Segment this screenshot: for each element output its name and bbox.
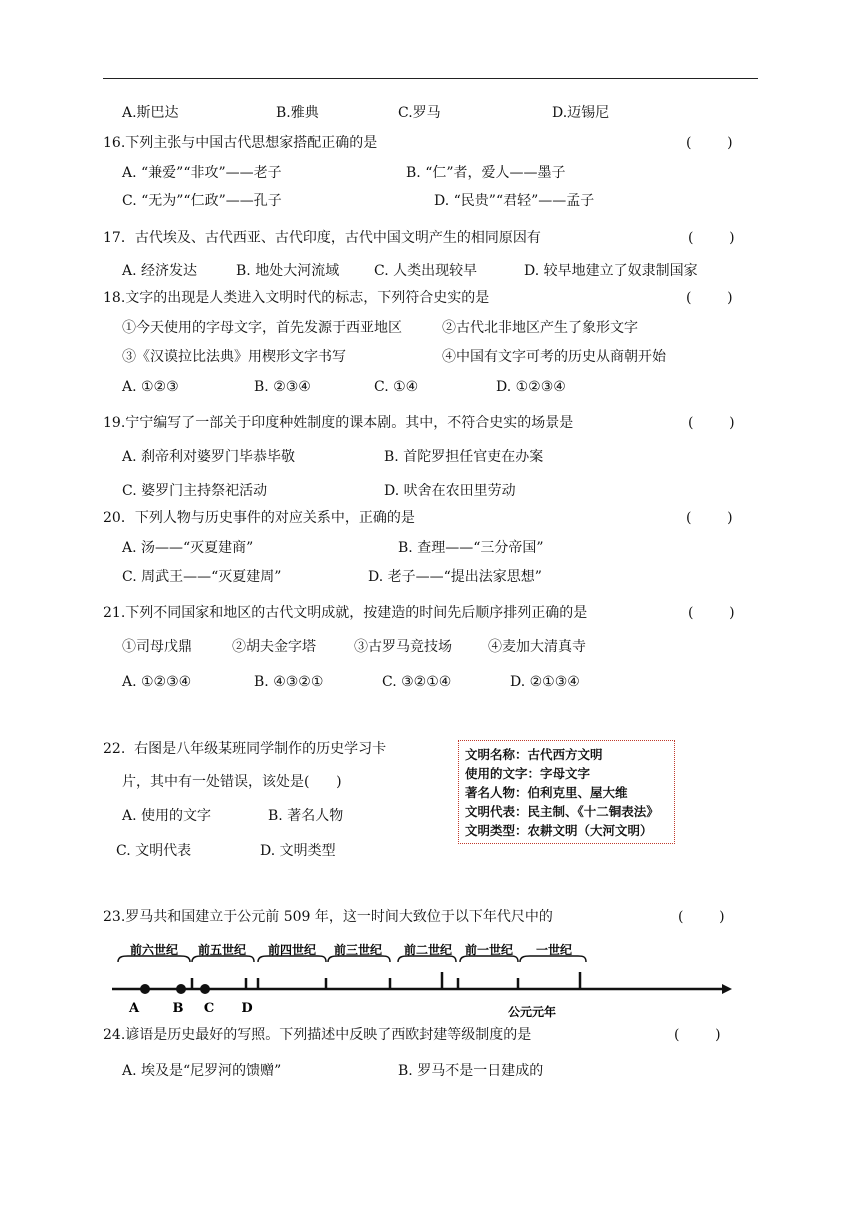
point-b-label[interactable]: B xyxy=(172,1001,184,1016)
q16-option-a[interactable]: A. “兼爱”“非攻”——老子 xyxy=(122,165,282,181)
q21-option-d[interactable]: D. ②①③④ xyxy=(510,674,580,690)
q18-answer-paren[interactable]: ( ) xyxy=(686,290,733,306)
century-label-7: 一世纪 xyxy=(535,943,573,957)
q22-stem-line1: 22. 右图是八年级某班同学制作的历史学习卡 xyxy=(103,741,387,757)
q19-stem: 19.宁宁编写了一部关于印度种姓制度的课本剧。其中，不符合史实的场景是 xyxy=(103,415,574,431)
century-label-6: 前一世纪 xyxy=(464,943,514,957)
century-label-4: 前三世纪 xyxy=(333,943,383,957)
q15-option-b[interactable]: B.雅典 xyxy=(276,105,319,121)
q21-option-a[interactable]: A. ①②③④ xyxy=(122,674,192,690)
q15-option-a[interactable]: A.斯巴达 xyxy=(122,105,179,121)
q22-option-b[interactable]: B. 著名人物 xyxy=(268,808,344,824)
q17-option-b[interactable]: B. 地处大河流域 xyxy=(236,263,340,279)
q17-option-d[interactable]: D. 较早地建立了奴隶制国家 xyxy=(524,263,698,279)
q18-option-d[interactable]: D. ①②③④ xyxy=(496,379,566,395)
q19-answer-paren[interactable]: ( ) xyxy=(688,415,735,431)
card-line-script: 使用的文字：字母文字 xyxy=(465,766,591,781)
timeline-arrow xyxy=(722,984,732,994)
q23-answer-paren[interactable]: ( ) xyxy=(678,909,725,925)
q18-item-3: ③《汉谟拉比法典》用楔形文字书写 xyxy=(122,349,346,365)
point-d-label[interactable]: D xyxy=(241,1001,253,1016)
q18-option-a[interactable]: A. ①②③ xyxy=(122,379,179,395)
q20-option-a[interactable]: A. 汤——“灭夏建商” xyxy=(122,540,254,556)
q21-option-c[interactable]: C. ③②①④ xyxy=(382,674,452,690)
origin-label: 公元元年 xyxy=(507,1005,557,1019)
q20-stem: 20．下列人物与历史事件的对应关系中，正确的是 xyxy=(103,510,415,526)
card-line-type: 文明类型：农耕文明（大河文明） xyxy=(465,823,653,838)
q22-option-a[interactable]: A. 使用的文字 xyxy=(122,808,212,824)
q20-option-d[interactable]: D. 老子——“提出法家思想” xyxy=(368,569,542,585)
century-label-1: 前六世纪 xyxy=(129,943,179,957)
point-a-dot[interactable] xyxy=(140,984,150,994)
century-label-3: 前四世纪 xyxy=(267,943,317,957)
q17-answer-paren[interactable]: ( ) xyxy=(688,230,735,246)
q16-option-c[interactable]: C. “无为”“仁政”——孔子 xyxy=(122,193,282,209)
q19-option-c[interactable]: C. 婆罗门主持祭祀活动 xyxy=(122,483,268,499)
q16-answer-paren[interactable]: ( ) xyxy=(686,135,733,151)
q15-option-c[interactable]: C.罗马 xyxy=(398,105,441,121)
q22-option-c[interactable]: C. 文明代表 xyxy=(116,843,192,859)
century-label-5: 前二世纪 xyxy=(403,943,453,957)
q16-option-d[interactable]: D. “民贵”“君轻”——孟子 xyxy=(434,193,595,209)
q20-option-c[interactable]: C. 周武王——“灭夏建周” xyxy=(122,569,282,585)
q21-option-b[interactable]: B. ④③②① xyxy=(254,674,324,690)
q19-option-d[interactable]: D. 吠舍在农田里劳动 xyxy=(384,483,516,499)
header-rule xyxy=(103,78,758,79)
q15-option-d[interactable]: D.迈锡尼 xyxy=(552,105,610,121)
q18-stem: 18.文字的出现是人类进入文明时代的标志，下列符合史实的是 xyxy=(103,290,490,306)
q20-answer-paren[interactable]: ( ) xyxy=(686,510,733,526)
q22-stem-line2[interactable]: 片，其中有一处错误，该处是( ) xyxy=(122,774,342,790)
q21-item-1: ①司母戊鼎 xyxy=(122,639,192,655)
q17-option-a[interactable]: A. 经济发达 xyxy=(122,263,198,279)
q18-option-b[interactable]: B. ②③④ xyxy=(254,379,311,395)
q21-item-4: ④麦加大清真寺 xyxy=(488,639,586,655)
point-c-dot[interactable] xyxy=(200,984,210,994)
q21-answer-paren[interactable]: ( ) xyxy=(688,605,735,621)
q17-stem: 17．古代埃及、古代西亚、古代印度，古代中国文明产生的相同原因有 xyxy=(103,230,541,246)
history-study-card xyxy=(458,740,675,844)
q21-item-3: ③古罗马竞技场 xyxy=(354,639,452,655)
card-line-representative: 文明代表：民主制、《十二铜表法》 xyxy=(465,804,659,819)
century-label-2: 前五世纪 xyxy=(197,943,247,957)
q24-option-a[interactable]: A. 埃及是“尼罗河的馈赠” xyxy=(122,1063,282,1079)
q19-option-a[interactable]: A. 刹帝利对婆罗门毕恭毕敬 xyxy=(122,449,296,465)
q16-stem: 16.下列主张与中国古代思想家搭配正确的是 xyxy=(103,135,378,151)
q16-option-b[interactable]: B. “仁”者，爱人——墨子 xyxy=(406,165,566,181)
card-line-name: 文明名称：古代西方文明 xyxy=(465,747,603,762)
timeline-ruler xyxy=(0,942,860,1022)
q23-stem: 23.罗马共和国建立于公元前 509 年，这一时间大致位于以下年代尺中的 xyxy=(103,909,553,925)
card-line-figures: 著名人物：伯利克里、屋大维 xyxy=(465,785,628,800)
q21-stem: 21.下列不同国家和地区的古代文明成就，按建造的时间先后顺序排列正确的是 xyxy=(103,605,588,621)
q18-option-c[interactable]: C. ①④ xyxy=(374,379,419,395)
q18-item-4: ④中国有文字可考的历史从商朝开始 xyxy=(442,349,666,365)
q24-option-b[interactable]: B. 罗马不是一日建成的 xyxy=(398,1063,544,1079)
point-a-label[interactable]: A xyxy=(128,1001,140,1016)
q18-item-2: ②古代北非地区产生了象形文字 xyxy=(442,320,638,336)
q20-option-b[interactable]: B. 查理——“三分帝国” xyxy=(398,540,544,556)
q19-option-b[interactable]: B. 首陀罗担任官吏在办案 xyxy=(384,449,544,465)
q22-option-d[interactable]: D. 文明类型 xyxy=(260,843,336,859)
q21-item-2: ②胡夫金字塔 xyxy=(232,639,316,655)
q24-stem: 24.谚语是历史最好的写照。下列描述中反映了西欧封建等级制度的是 xyxy=(103,1027,532,1043)
q24-answer-paren[interactable]: ( ) xyxy=(674,1027,721,1043)
q17-option-c[interactable]: C. 人类出现较早 xyxy=(374,263,478,279)
point-b-dot[interactable] xyxy=(176,984,186,994)
point-c-label[interactable]: C xyxy=(203,1001,215,1016)
q18-item-1: ①今天使用的字母文字，首先发源于西亚地区 xyxy=(122,320,402,336)
